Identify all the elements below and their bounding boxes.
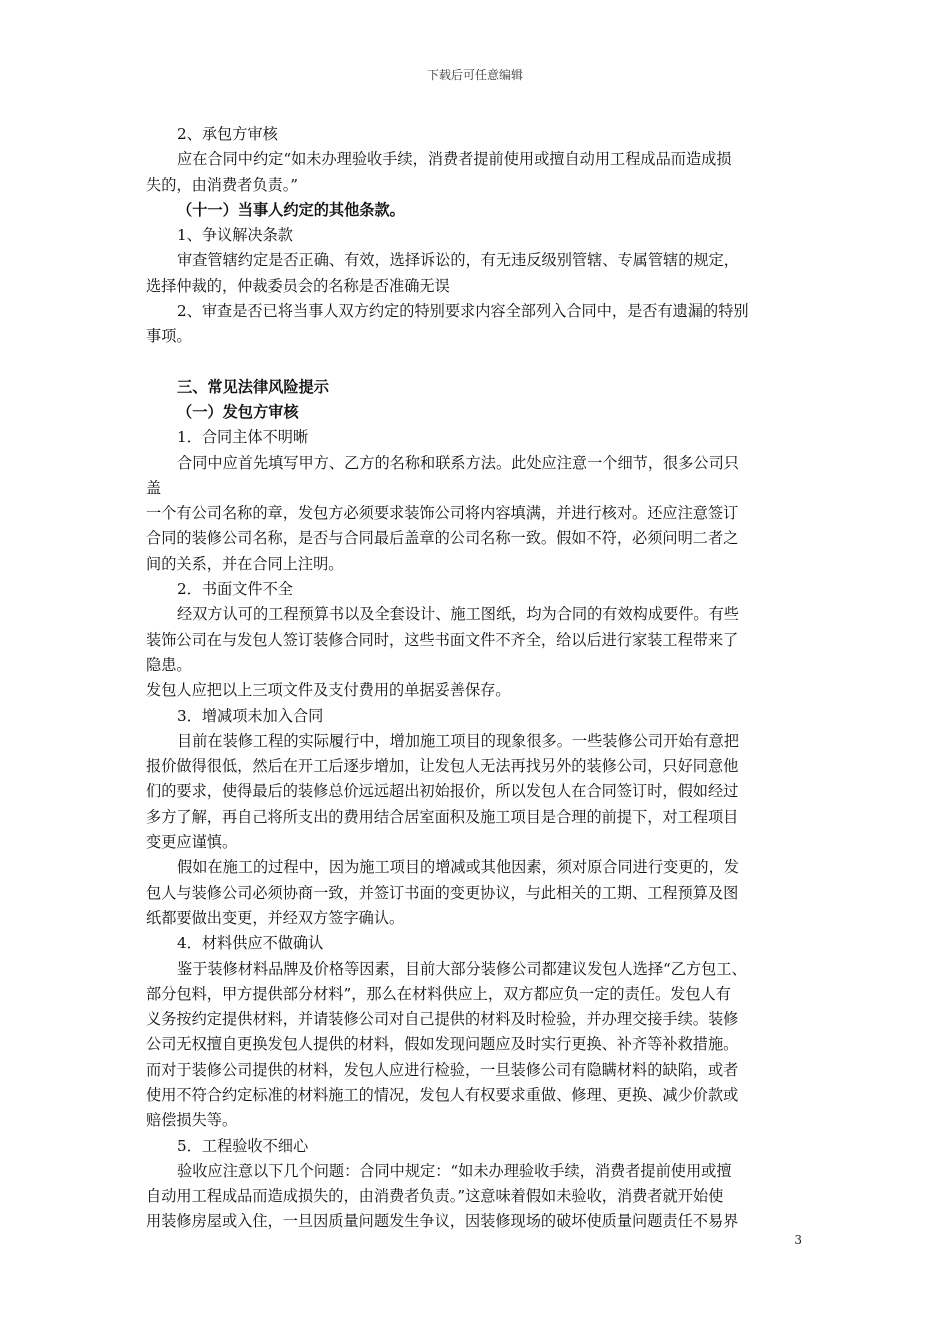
text-line: 目前在装修工程的实际履行中，增加施工项目的现象很多。一些装修公司开始有意把	[177, 731, 739, 750]
text-line: 合同中应首先填写甲方、乙方的名称和联系方法。此处应注意一个细节，很多公司只	[177, 453, 739, 472]
text-line: 合同的装修公司名称，是否与合同最后盖章的公司名称一致。假如不符，必须问明二者之	[146, 529, 739, 548]
text-line: 盖	[146, 478, 162, 497]
document-body	[146, 122, 810, 1235]
section-heading: 三、常见法律风险提示	[177, 377, 329, 396]
text-line: 赔偿损失等。	[146, 1111, 238, 1130]
text-line: 2、审查是否已将当事人双方约定的特别要求内容全部列入合同中，是否有遗漏的特别	[177, 302, 749, 321]
section-heading: （十一）当事人约定的其他条款。	[177, 200, 405, 219]
text-line: 4．材料供应不做确认	[177, 934, 324, 953]
text-line: 报价做得很低，然后在开工后逐步增加，让发包人无法再找另外的装修公司，只好同意他	[146, 757, 739, 776]
text-line: 纸都要做出变更，并经双方签字确认。	[146, 908, 405, 927]
text-line: 而对于装修公司提供的材料，发包人应进行检验，一旦装修公司有隐瞒材料的缺陷，或者	[146, 1060, 739, 1079]
text-line: 义务按约定提供材料，并请装修公司对自己提供的材料及时检验，并办理交接手续。装修	[146, 1010, 739, 1029]
text-line: 一个有公司名称的章，发包方必须要求装饰公司将内容填满，并进行核对。还应注意签订	[146, 504, 739, 523]
text-line: 变更应谨慎。	[146, 833, 238, 852]
text-line: 2．书面文件不全	[177, 580, 293, 599]
text-line: 们的要求，使得最后的装修总价远远超出初始报价，所以发包人在合同签订时，假如经过	[146, 782, 739, 801]
text-line: 经双方认可的工程预算书以及全套设计、施工图纸，均为合同的有效构成要件。有些	[177, 605, 739, 624]
page-number: 3	[794, 1233, 802, 1247]
page-header: 下载后可任意编辑	[426, 68, 523, 82]
text-line: 公司无权擅自更换发包人提供的材料，假如发现问题应及时实行更换、补齐等补救措施。	[146, 1035, 739, 1054]
text-line: 部分包料，甲方提供部分材料”，那么在材料供应上，双方都应负一定的责任。发包人有	[146, 984, 731, 1003]
text-line: 选择仲裁的，仲裁委员会的名称是否准确无误	[146, 276, 450, 295]
section-heading: （一）发包方审核	[177, 402, 299, 421]
text-line: 鉴于装修材料品牌及价格等因素，目前大部分装修公司都建议发包人选择“乙方包工、	[177, 959, 747, 978]
text-line: 1．合同主体不明晰	[177, 428, 309, 447]
text-line: 多方了解，再自己将所支出的费用结合居室面积及施工项目是合理的前提下，对工程项目	[146, 807, 739, 826]
text-line: 1、争议解决条款	[177, 226, 293, 245]
text-line: 自动用工程成品而造成损失的，由消费者负责。”这意味着假如未验收，消费者就开始使	[146, 1187, 724, 1206]
text-line: 间的关系，并在合同上注明。	[146, 554, 344, 573]
text-line: 应在合同中约定“如未办理验收手续，消费者提前使用或擅自动用工程成品而造成损	[177, 150, 732, 169]
text-line: 包人与装修公司必须协商一致，并签订书面的变更协议，与此相关的工期、工程预算及图	[146, 883, 739, 902]
text-line: 审查管辖约定是否正确、有效，选择诉讼的，有无违反级别管辖、专属管辖的规定，	[177, 251, 739, 270]
text-line: 验收应注意以下几个问题：合同中规定：“如未办理验收手续，消费者提前使用或擅	[177, 1161, 732, 1180]
text-line: 用装修房屋或入住，一旦因质量问题发生争议，因装修现场的破坏使质量问题责任不易界	[146, 1212, 739, 1231]
blank-line	[146, 350, 810, 375]
text-line: 发包人应把以上三项文件及支付费用的单据妥善保存。	[146, 681, 511, 700]
text-line: 假如在施工的过程中，因为施工项目的增减或其他因素，须对原合同进行变更的，发	[177, 858, 739, 877]
text-line: 失的，由消费者负责。”	[146, 175, 299, 194]
text-line: 3．增减项未加入合同	[177, 706, 324, 725]
text-line: 2、承包方审核	[177, 125, 278, 143]
text-line: 装饰公司在与发包人签订装修合同时，这些书面文件不齐全，给以后进行家装工程带来了	[146, 630, 739, 649]
text-line: 事项。	[146, 327, 192, 346]
text-line: 使用不符合约定标准的材料施工的情况，发包人有权要求重做、修理、更换、减少价款或	[146, 1085, 739, 1104]
text-line: 5．工程验收不细心	[177, 1136, 309, 1155]
text-line: 隐患。	[146, 655, 192, 674]
